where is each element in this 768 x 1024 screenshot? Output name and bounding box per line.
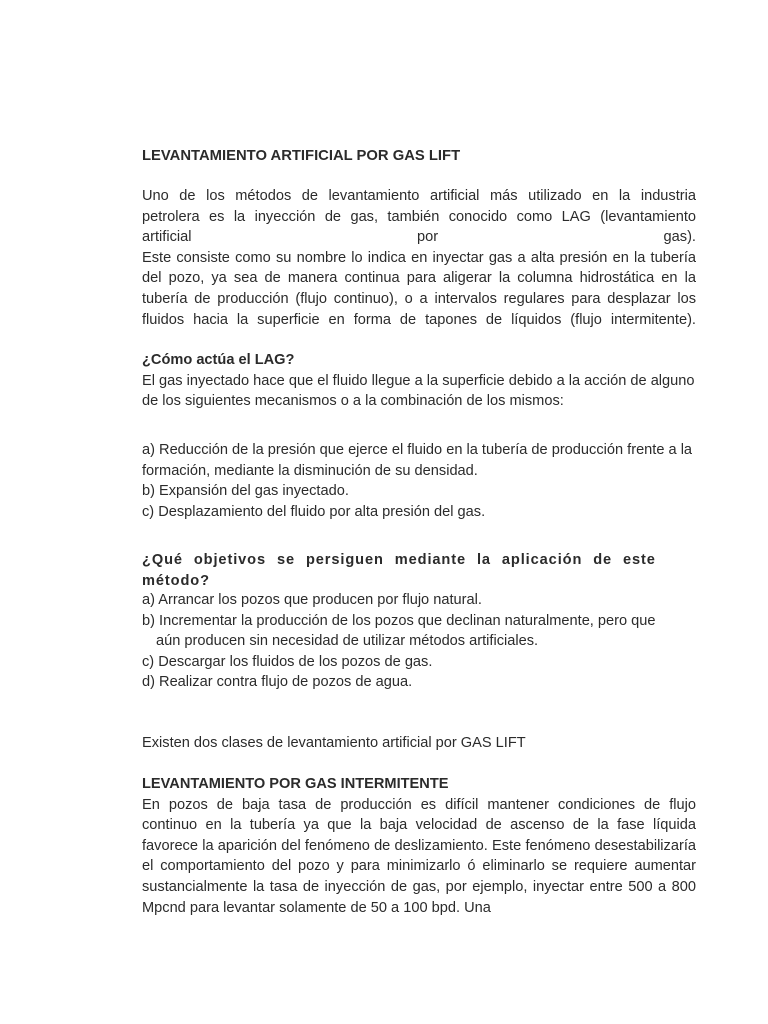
intro-section	[142, 186, 696, 330]
question-2-list	[142, 590, 696, 693]
list-item: c) Desplazamiento del fluido por alta presión del gas.	[142, 503, 486, 520]
list-item: a) Reducción de la presión que ejerce el fluido en la tubería de producción frente a la formación, mediante la disminución de su densidad.	[142, 442, 693, 479]
question-1-text: El gas inyectado hace que el fluido llegue a la superficie debido a la acción de alguno de los siguientes mecanismos o a la combinación de los mismos:	[142, 372, 695, 410]
list-item: b) Expansión del gas inyectado.	[142, 483, 349, 500]
question-1-section	[142, 350, 696, 412]
intermitente-heading: LEVANTAMIENTO POR GAS INTERMITENTE	[142, 776, 449, 792]
list-item: aún producen sin necesidad de utilizar métodos artificiales.	[156, 633, 539, 650]
list-item: b) Incrementar la producción de los pozos que declinan naturalmente, pero que	[142, 612, 656, 629]
intro-line-1: Uno de los métodos de levantamiento artificial más utilizado en la industria	[142, 188, 696, 204]
intro-line-3: artificial por gas).	[142, 229, 696, 246]
list-item: d) Realizar contra flujo de pozos de agua.	[142, 674, 413, 691]
question-2-heading: ¿Qué objetivos se persiguen mediante la aplicación de este método?	[142, 552, 656, 589]
classes-text: Existen dos clases de levantamiento artificial por GAS LIFT	[142, 735, 526, 751]
list-item: c) Descargar los fluidos de los pozos de gas.	[142, 653, 433, 670]
intermitente-section	[142, 774, 696, 918]
question-1-heading: ¿Cómo actúa el LAG?	[142, 352, 295, 368]
intro-paragraph-2: Este consiste como su nombre lo indica en inyectar gas a alta presión en la tubería del pozo, ya sea de manera continua para aligerar la columna hidrostática en la tubería de producción (flujo continuo), o a intervalos regulares para desplazar los fluidos hacia la superficie en forma de tapones de líquidos (flujo intermitente).	[142, 249, 696, 328]
intermitente-text: En pozos de baja tasa de producción es difícil mantener condiciones de flujo continuo en la tubería ya que la baja velocidad de ascenso de la fase líquida favorece la aparición del fenómeno de deslizamiento. Este fenómeno desestabilizaría el comportamiento del pozo y para minimizarlo ó eliminarlo se requiere aumentar sustancialmente la tasa de inyección de gas, por ejemplo, inyectar entre 500 a 800 Mpcnd para levantar solamente de 50 a 100 bpd. Una	[142, 796, 696, 916]
question-1-list	[142, 440, 696, 522]
intro-line-2: petrolera es la inyección de gas, también conocido como LAG (levantamiento	[142, 208, 696, 225]
document-title: LEVANTAMIENTO ARTIFICIAL POR GAS LIFT	[142, 148, 461, 164]
list-item: a) Arrancar los pozos que producen por flujo natural.	[142, 592, 482, 608]
